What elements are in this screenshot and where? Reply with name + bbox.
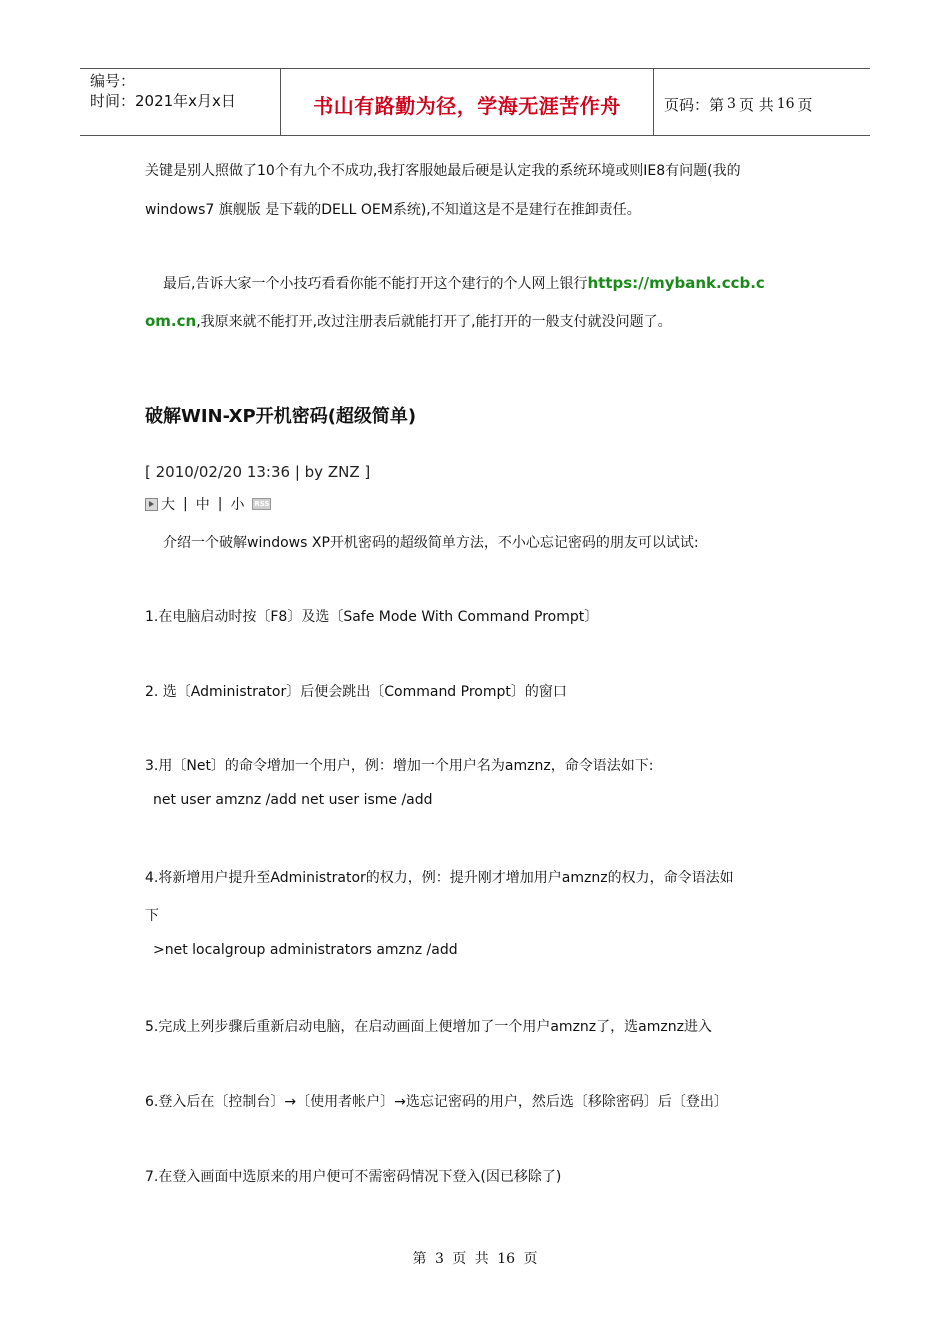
step-3-command: net user amznz /add net user isme /add: [153, 792, 433, 808]
font-size-bar: [145, 494, 271, 514]
page-mid: 页 共: [738, 95, 774, 114]
step-3: 3.用〔Net〕的命令增加一个用户，例：增加一个用户名为amznz，命令语法如下:: [145, 758, 654, 774]
article-title: 破解WIN-XP开机密码(超级简单): [145, 406, 417, 427]
paragraph-text: ,我原来就不能打开,改过注册表后就能打开了,能打开的一般支付就没问题了。: [196, 314, 672, 330]
step-4-command: >net localgroup administrators amznz /add: [153, 942, 458, 958]
play-icon: [145, 498, 158, 511]
article-meta: [ 2010/02/20 13:36 | by ZNZ ]: [145, 463, 371, 481]
paragraph-line: [145, 311, 672, 331]
font-size-large-link[interactable]: 大: [161, 497, 175, 513]
step-4-continued: 下: [145, 908, 159, 924]
paragraph-line: 关键是别人照做了10个有九个不成功,我打客服她最后硬是认定我的系统环境或则IE8有问题(我的: [145, 163, 741, 179]
step-2: 2. 选〔Administrator〕后便会跳出〔Command Prompt〕的窗口: [145, 684, 567, 700]
step-6: 6.登入后在〔控制台〕→〔使用者帐户〕→选忘记密码的用户，然后选〔移除密码〕后〔登出〕: [145, 1094, 728, 1110]
page-prefix: 页码：第: [664, 95, 725, 114]
rss-icon[interactable]: RSS: [254, 500, 270, 508]
step-4: 4.将新增用户提升至Administrator的权力，例：提升刚才增加用户amznz的权力，命令语法如: [145, 870, 734, 886]
divider: |: [183, 496, 188, 512]
paragraph-line: [163, 273, 765, 293]
page-current: 3: [727, 96, 736, 112]
step-7: 7.在登入画面中选原来的用户便可不需密码情况下登入(因已移除了): [145, 1169, 562, 1185]
bank-url-link-continued[interactable]: om.cn: [145, 312, 197, 330]
document-date: 时间：2021年x月x日: [90, 92, 236, 110]
paragraph-line: windows7 旗舰版 是下载的DELL OEM系统),不知道这是不是建行在推卸责任。: [145, 202, 641, 218]
page-total: 16: [776, 96, 795, 112]
page-header: [80, 68, 870, 136]
font-size-medium-link[interactable]: 中: [195, 497, 210, 513]
step-5: 5.完成上列步骤后重新启动电脑，在启动画面上便增加了一个用户amznz了，选amznz进入: [145, 1019, 712, 1035]
document-number-label: 编号：: [90, 72, 136, 90]
page-suffix: 页: [797, 95, 813, 114]
header-page-number: [654, 69, 870, 135]
page-footer: 第 3 页 共 16 页: [412, 1251, 538, 1267]
header-motto: 书山有路勤为径，学海无涯苦作舟: [281, 69, 654, 135]
font-size-small-link[interactable]: 小: [230, 497, 245, 513]
step-1: 1.在电脑启动时按〔F8〕及选〔Safe Mode With Command Prompt〕: [145, 609, 599, 625]
divider: |: [217, 496, 223, 512]
intro-paragraph: 介绍一个破解windows XP开机密码的超级简单方法，不小心忘记密码的朋友可以试试:: [163, 535, 699, 551]
bank-url-link[interactable]: https://mybank.ccb.c: [587, 274, 765, 292]
paragraph-text: 最后,告诉大家一个小技巧看看你能不能打开这个建行的个人网上银行: [163, 276, 588, 292]
header-info-cell: [80, 69, 281, 135]
